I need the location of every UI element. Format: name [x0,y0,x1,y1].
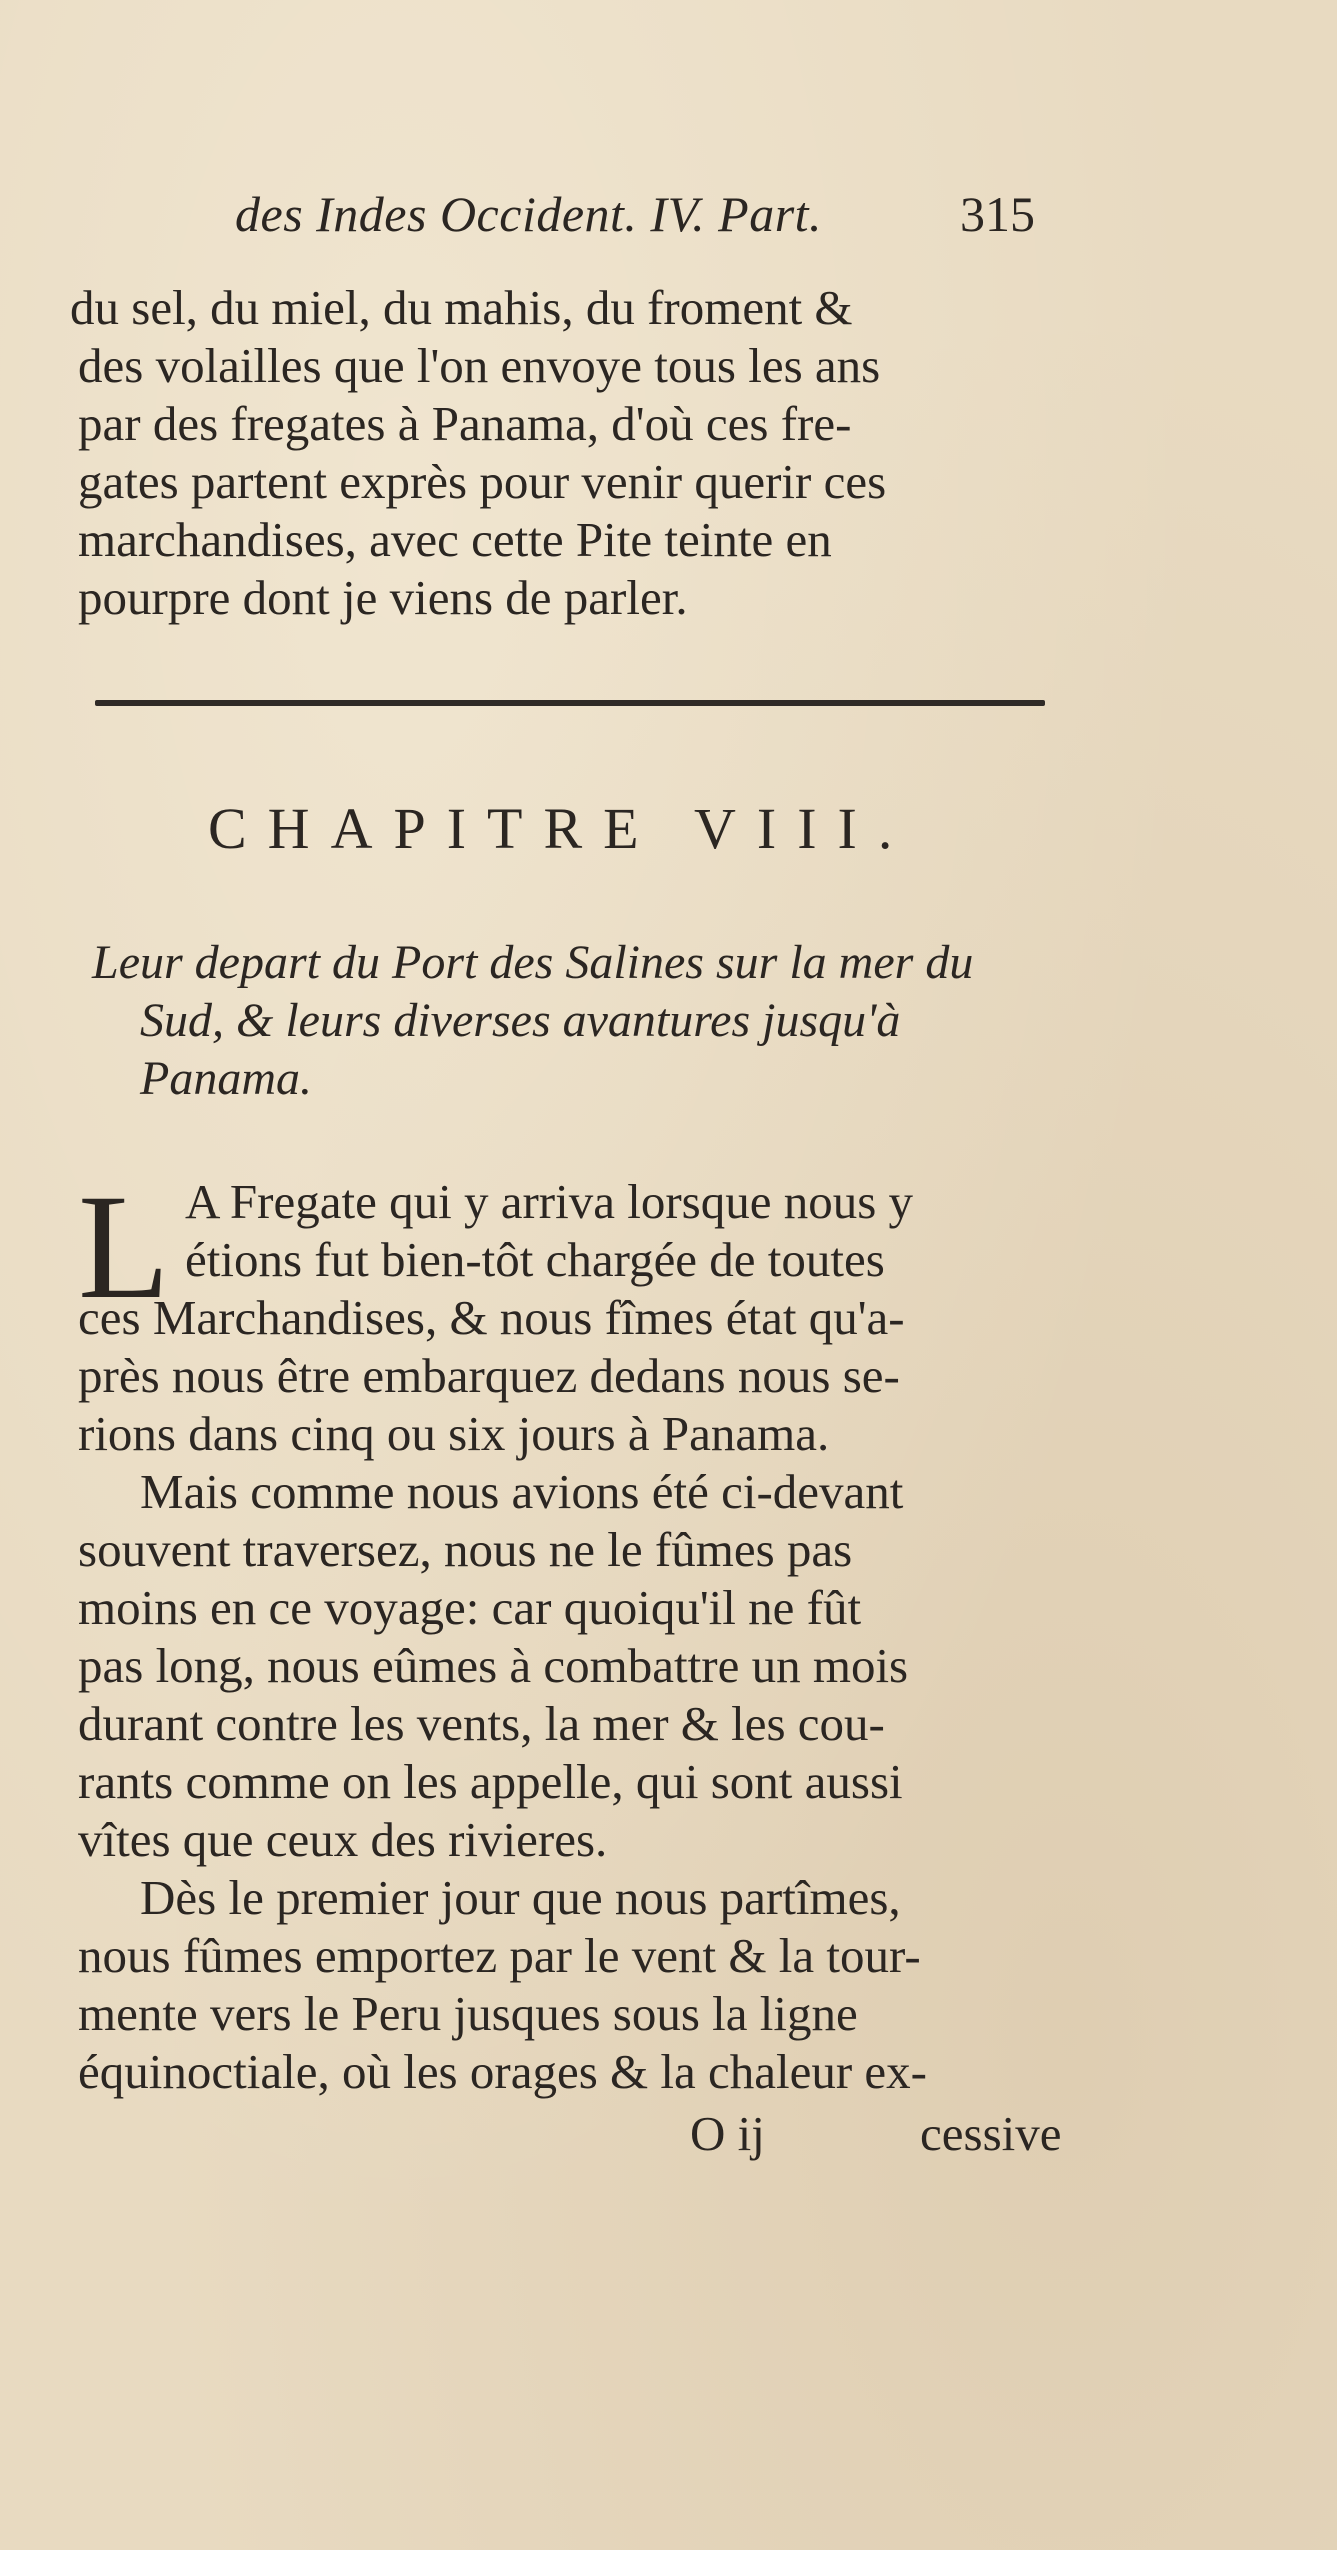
drop-capital: L [78,1164,170,1330]
text-line: rants comme on les appelle, qui sont aussi [78,1754,903,1809]
catchword: cessive [920,2106,1062,2161]
text-line: par des fregates à Panama, d'où ces fre- [78,396,852,451]
section-divider-rule [95,700,1045,706]
summary-line: Panama. [140,1052,312,1105]
chapter-heading: CHAPITRE VIII. [208,796,914,861]
text-line: A Fregate qui y arriva lorsque nous y [185,1174,914,1229]
text-line: pas long, nous eûmes à combattre un mois [78,1638,909,1693]
text-line: moins en ce voyage: car quoiqu'il ne fût [78,1580,862,1635]
text-line: rions dans cinq ou six jours à Panama. [78,1406,830,1461]
text-line: nous fûmes emportez par le vent & la tour- [78,1928,921,1983]
text-line: pourpre dont je viens de parler. [78,570,688,625]
text-line: étions fut bien-tôt chargée de toutes [185,1232,885,1287]
running-title: des Indes Occident. IV. Part. [235,186,823,242]
text-line: près nous être embarquez dedans nous se- [78,1348,900,1403]
summary-line: Sud, & leurs diverses avantures jusqu'à [140,994,901,1047]
text-line: durant contre les vents, la mer & les cou- [78,1696,885,1751]
text-line: vîtes que ceux des rivieres. [78,1812,608,1867]
page-number: 315 [960,186,1035,242]
text-line: marchandises, avec cette Pite teinte en [78,512,832,567]
text-line: ces Marchandises, & nous fîmes état qu'a- [78,1290,905,1345]
text-line: Dès le premier jour que nous partîmes, [140,1870,901,1925]
text-line: du sel, du miel, du mahis, du froment & [70,280,853,335]
summary-line: Leur depart du Port des Salines sur la mer du [92,936,974,989]
text-line: des volailles que l'on envoye tous les ans [78,338,881,393]
text-line: équinoctiale, où les orages & la chaleur ex- [78,2044,927,2099]
text-line: souvent traversez, nous ne le fûmes pas [78,1522,853,1577]
running-header [235,185,1075,265]
signature-mark: O ij [690,2106,765,2161]
text-line: Mais comme nous avions été ci-devant [140,1464,904,1519]
text-line: gates partent exprès pour venir querir ces [78,454,887,509]
text-line: mente vers le Peru jusques sous la ligne [78,1986,858,2041]
